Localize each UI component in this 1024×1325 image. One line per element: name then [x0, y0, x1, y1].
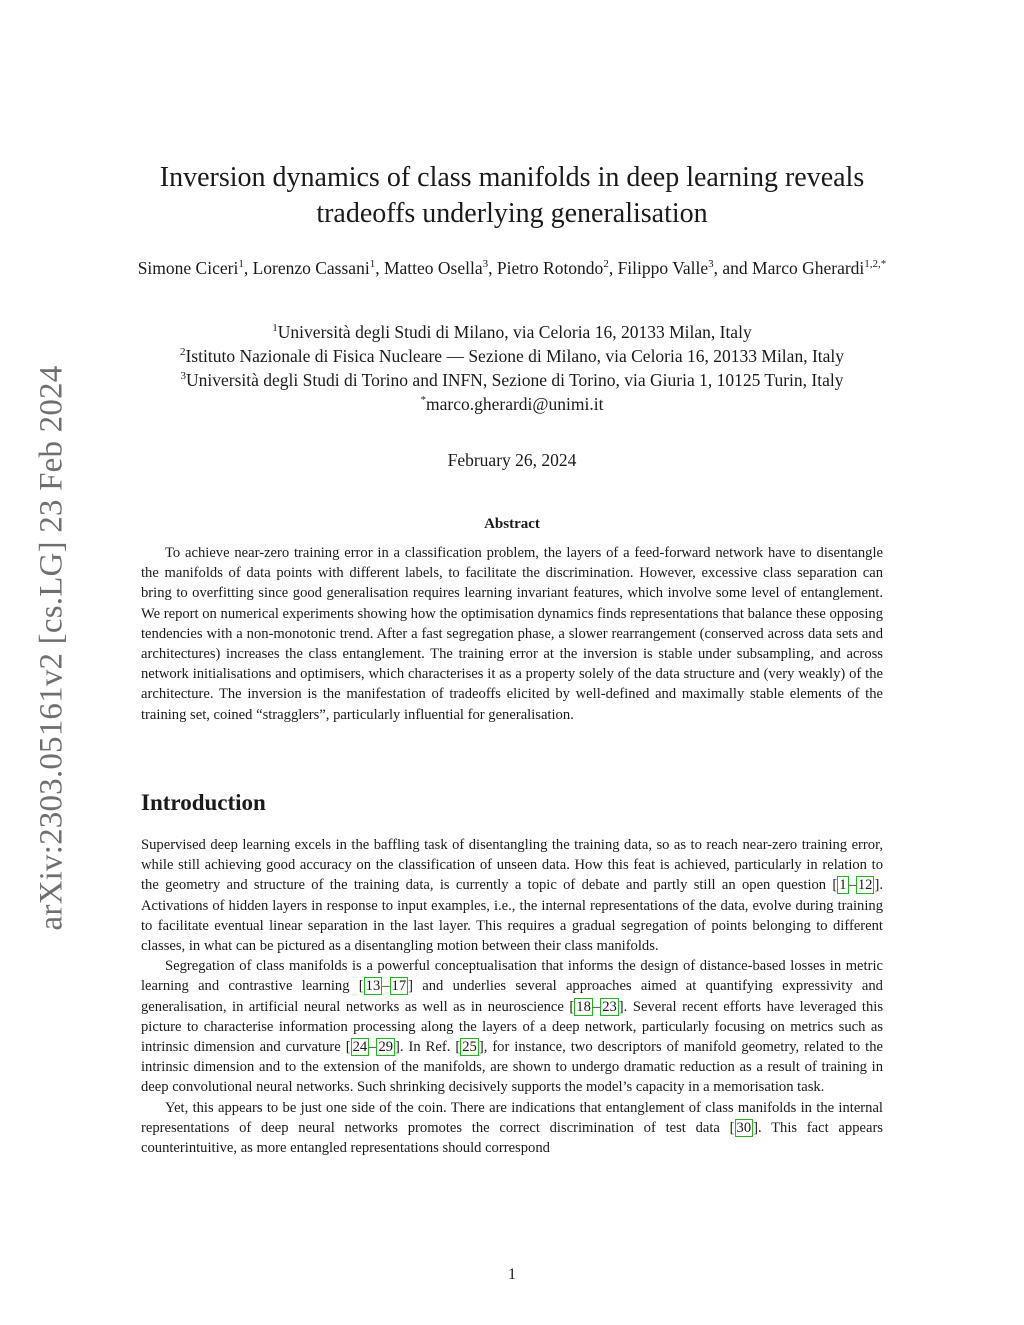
- author-name: , Pietro Rotondo: [488, 258, 604, 278]
- affiliation: [90, 344, 934, 368]
- paragraph-text: . Several recent efforts have leveraged this picture to characterise information processing along the layers of a deep network, particularly focusing on metrics such as intrinsic dimension and curvature: [141, 998, 884, 1056]
- paragraph-text: and underlies several approaches aimed at quantifying expressivity and generalisation, in artificial neural networks as well as in neuroscience: [141, 978, 883, 1015]
- paragraph-text: Supervised deep learning excels in the baffling task of disentangling the training data, so as to reach near-zero training error, while still achieving good accuracy on the classification of unseen data. How this feat is achieved, particularly in relation to the geometry and structure of the training data, is currently a topic of debate and partly still an open question: [141, 837, 883, 894]
- author-name: , and Marco Gherardi: [713, 258, 865, 278]
- paragraph-text: Segregation of class manifolds is a powerful conceptualisation that informs the design of distance-based losses in metric learning and contrastive learning: [141, 958, 883, 995]
- paragraph-text: Yet, this appears to be just one side of the coin. There are indications that entanglement of class manifolds in the internal representations of deep neural networks promotes the correct discrimination of test data: [141, 1099, 883, 1136]
- affiliation: [90, 320, 934, 344]
- author-name: , Lorenzo Cassani: [243, 258, 370, 278]
- abstract-heading: Abstract: [484, 516, 540, 532]
- affiliation-mark: 2: [179, 346, 186, 358]
- author-affiliation-mark: 3: [482, 258, 489, 270]
- citation-link[interactable]: 17: [391, 978, 407, 995]
- citation-link[interactable]: 12: [857, 877, 873, 894]
- section-heading: Introduction: [141, 790, 266, 815]
- author-affiliation-mark: 2: [603, 258, 609, 270]
- affiliation: [90, 368, 934, 392]
- affiliation-mark: 3: [180, 370, 186, 382]
- author-affiliation-mark: 1: [238, 258, 244, 270]
- body-text: [141, 835, 883, 1158]
- publication-date: February 26, 2024: [447, 450, 577, 470]
- affiliation-text: Istituto Nazionale di Fisica Nucleare — Sezione di Milano, via Celoria 16, 20133 Milan, Italy: [185, 346, 845, 366]
- affiliation-mark: 1: [272, 322, 278, 334]
- author-affiliation-mark: 3: [708, 258, 714, 270]
- paper-title: Inversion dynamics of class manifolds in deep learning reveals tradeoffs underlying generalisation: [159, 162, 865, 229]
- paragraph: Supervised deep learning excels in the baffling task of disentangling the training data, so as to reach near-zero training error, while still achieving good accuracy on the classification of unseen data. How this feat is achieved, particularly in relation to the geometry and structure of the training data, is currently a topic of debate and partly still an open question [ 1 – 12 ]. Activations of hidden layers in response to input examples, i.e., the internal representations of the data, evolve during training to facilitate eventual linear separation in the last layer. This requires a gradual segregation of points belonging to different classes, in what can be pictured as a disentangling motion between their class manifolds.: [141, 837, 883, 955]
- paragraph-text: , for instance, two descriptors of manifold geometry, related to the intrinsic dimension and to the extension of the manifolds, are shown to undergo dramatic reduction as a result of training in deep convolutional neural networks. Such shrinking decisively supports the model’s capacity in a memorisation task.: [141, 1039, 883, 1096]
- citation-link[interactable]: 30: [736, 1119, 752, 1136]
- citation-link[interactable]: 25: [462, 1039, 477, 1056]
- paragraph-text: . In Ref.: [399, 1039, 456, 1056]
- page-number: 1: [508, 1266, 516, 1283]
- author-affiliation-mark: 1: [369, 258, 376, 270]
- affiliation-text: Università degli Studi di Milano, via Celoria 16, 20133 Milan, Italy: [277, 322, 752, 342]
- abstract-text: To achieve near-zero training error in a classification problem, the layers of a feed-forward network have to disentangle the manifolds of data points with different labels, to facilitate the discrimination. However, excessive class separation can bring to overfitting since good generalisation requires learning invariant features, which involve some level of entanglement. We report on numerical experiments showing how the optimisation dynamics finds representations that balance these opposing tendencies with a non-monotonic trend. After a fast segregation phase, a slower rearrangement (conserved across data sets and architectures) increases the class entanglement. The training error at the inversion is stable under subsampling, and across network initialisations and optimisers, which characterises it as a property solely of the data structure and (very weakly) of the architecture. The inversion is the manifestation of tradeoffs elicited by well-defined and maximally stable elements of the training set, coined “stragglers”, particularly influential for generalisation.: [141, 545, 883, 723]
- citation-link[interactable]: 18: [576, 998, 591, 1015]
- author-name: Simone Ciceri: [137, 258, 239, 278]
- paragraph: Yet, this appears to be just one side of the coin. There are indications that entanglement of class manifolds in the internal representations of deep neural networks promotes the correct discrimination of test data [ 30 ]. This fact appears counterintuitive, as more entangled representations should correspond: [141, 1099, 883, 1157]
- author-name: , Filippo Valle: [608, 258, 709, 278]
- paragraph-text: . Activations of hidden layers in response to input examples, i.e., the internal representations of the data, evolve during training to facilitate eventual linear separation in the last layer. This requires a gradual segregation of points belonging to different classes, in what can be pictured as a disentangling motion between their class manifolds.: [141, 877, 883, 955]
- citation-dash: –: [369, 1039, 377, 1056]
- citation-dash: –: [592, 998, 601, 1015]
- citation-link[interactable]: 23: [602, 998, 617, 1015]
- author-name: , Matteo Osella: [375, 258, 483, 278]
- arxiv-identifier-stamp: arXiv:2303.05161v2 [cs.LG] 23 Feb 2024: [33, 365, 70, 931]
- citation-link[interactable]: 1: [839, 877, 847, 894]
- citation-link[interactable]: 24: [352, 1039, 368, 1056]
- email-link[interactable]: marco.gherardi@unimi.it: [426, 394, 604, 414]
- affiliation-text: Università degli Studi di Torino and INFN, Sezione di Torino, via Giuria 1, 10125 Turin, Italy: [186, 370, 844, 390]
- affiliation-list: [90, 320, 934, 416]
- affiliation-mark: *: [420, 394, 427, 406]
- corresponding-email: [90, 392, 934, 416]
- paragraph: Segregation of class manifolds is a powerful conceptualisation that informs the design of distance-based losses in metric learning and contrastive learning [ 13 – 17 ] and underlies several approaches aimed at quantifying expressivity and generalisation, in artificial neural networks as well as in neuroscience [ 18 – 23 ]. Several recent efforts have leveraged this picture to characterise information processing along the layers of a deep network, particularly focusing on metrics such as intrinsic dimension and curvature [ 24 – 29 ]. In Ref. [ 25 ], for instance, two descriptors of manifold geometry, related to the intrinsic dimension and to the extension of the manifolds, are shown to undergo dramatic reduction as a result of training in deep convolutional neural networks. Such shrinking decisively supports the model’s capacity in a memorisation task.: [141, 958, 884, 1096]
- author-affiliation-mark: 1,2,*: [864, 258, 887, 270]
- citation-link[interactable]: 13: [365, 978, 381, 995]
- citation-dash: –: [382, 978, 390, 995]
- citation-dash: –: [848, 877, 856, 894]
- citation-link[interactable]: 29: [378, 1039, 394, 1056]
- paragraph-text: . This fact appears counterintuitive, as more entangled representations should correspond: [141, 1119, 883, 1157]
- author-list: [100, 256, 924, 280]
